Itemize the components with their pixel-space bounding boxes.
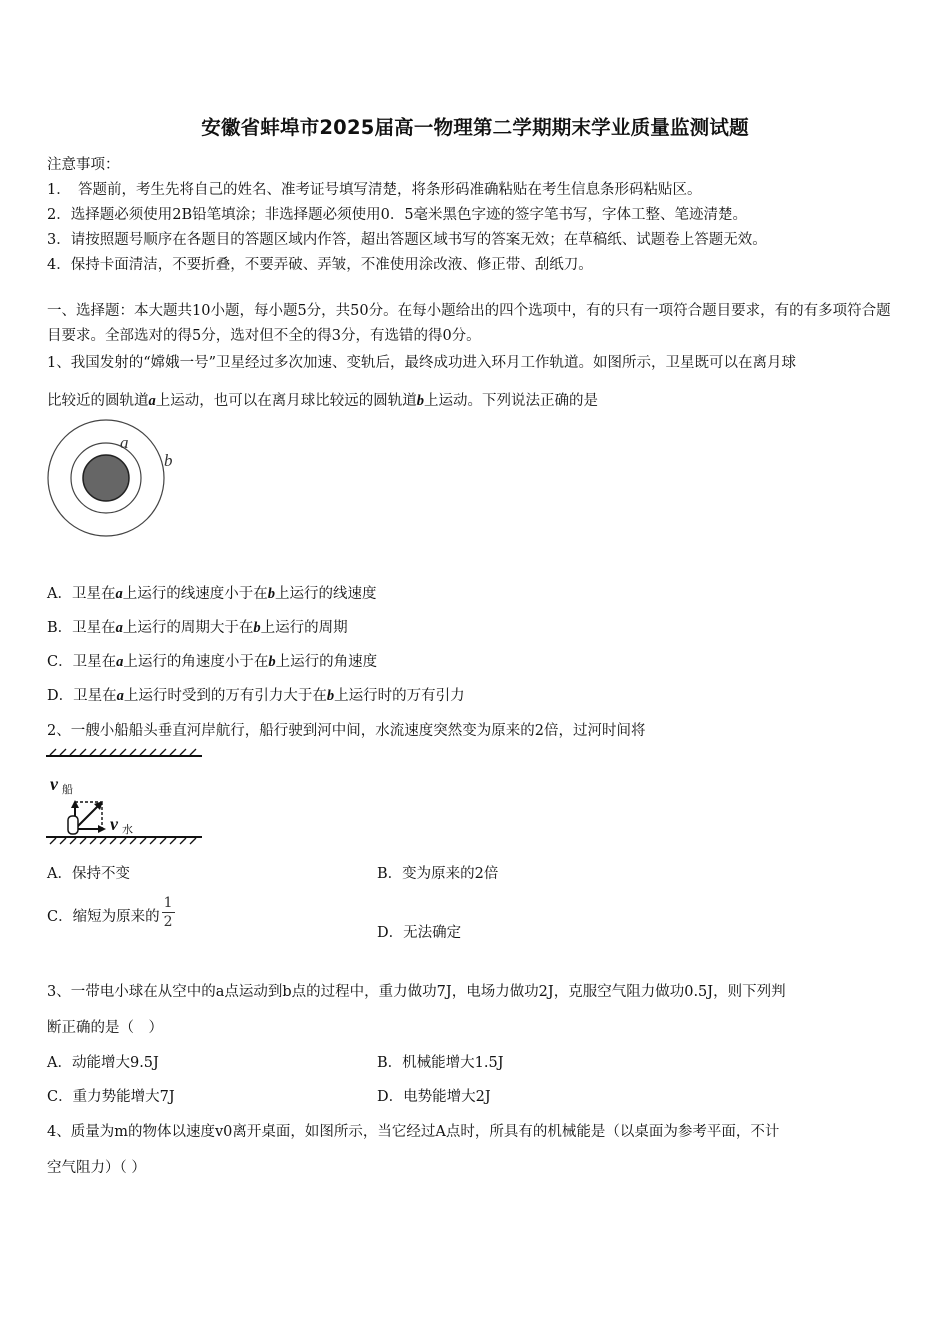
q1-stem-part-a: 比较近的圆轨道 — [47, 393, 149, 409]
q1-var-a: a — [148, 393, 156, 409]
page-title: 安徽省蚌埠市2025届高一物理第二学期期末学业质量监测试题 — [201, 116, 749, 139]
q3-stem-line1: 3、一带电小球在从空中的a点运动到b点的过程中，重力做功7J，电场力做功2J，克服空气阻力做功0.5J，则下列判 — [47, 984, 786, 1000]
q3-option-d: D．电势能增大2J — [377, 1089, 491, 1105]
q1-option-d: D．卫星在a上运行时受到的万有引力大于在b上运行时的万有引力 — [47, 688, 465, 704]
fraction-numerator: 1 — [163, 895, 173, 911]
q1-stem-line1: 1、我国发射的“嫦娥一号”卫星经过多次加速、变轨后，最终成功进入环月工作轨道。如图所示，卫星既可以在离月球 — [47, 355, 797, 371]
q1-option-b: B．卫星在a上运行的周期大于在b上运行的周期 — [47, 620, 348, 636]
orbit-label-a: a — [120, 433, 129, 452]
q2-option-b: B．变为原来的2倍 — [377, 866, 499, 882]
q3-option-c: C．重力势能增大7J — [47, 1089, 175, 1105]
notice-heading: 注意事项： — [47, 157, 120, 173]
q2-option-c — [47, 894, 175, 931]
q1-var-b: b — [416, 393, 424, 409]
notice-item-2: 2．选择题必须使用2B铅笔填涂；非选择题必须使用0．5毫米黑色字迹的签字笔书写，字体工整、笔迹清楚。 — [47, 207, 748, 223]
q4-stem-line2: 空气阻力）（ ） — [47, 1160, 146, 1176]
q1-stem-part-b: 上运动，也可以在离月球比较远的圆轨道 — [155, 393, 417, 409]
notice-item-3: 3．请按照题号顺序在各题目的答题区域内作答，超出答题区域书写的答案无效；在草稿纸、试题卷上答题无效。 — [47, 232, 767, 248]
fraction-denominator: 2 — [163, 914, 173, 930]
orbit-figure — [40, 412, 190, 542]
q2-option-c-text: C．缩短为原来的 — [47, 908, 160, 925]
q3-option-a: A．动能增大9.5J — [47, 1055, 159, 1071]
q3-option-b: B．机械能增大1.5J — [377, 1055, 504, 1071]
river-figure — [44, 748, 206, 848]
boat-icon — [68, 816, 78, 834]
v-water-subscript: 水 — [122, 823, 133, 836]
q1-stem-part-c: 上运动。下列说法正确的是 — [424, 393, 598, 409]
notice-item-4: 4．保持卡面清洁，不要折叠，不要弄破、弄皱，不准使用涂改液、修正带、刮纸刀。 — [47, 257, 593, 273]
moon — [83, 455, 129, 501]
q3-stem-line2: 断正确的是（ ） — [47, 1020, 163, 1036]
section-intro: 一、选择题：本大题共10小题，每小题5分，共50分。在每小题给出的四个选项中，有的只有一项符合题目要求，有的有多项符合题目要求。全部选对的得5分，选对但不全的得3分，有选错的得0分。 — [47, 303, 891, 344]
v-boat-label: v — [50, 774, 58, 794]
q2-option-c-fraction — [162, 894, 175, 931]
q2-option-a: A．保持不变 — [47, 866, 130, 882]
v-water-label: v — [110, 814, 118, 834]
q4-stem-line1: 4、质量为m的物体以速度v0离开桌面，如图所示，当它经过A点时，所具有的机械能是（以桌面为参考平面，不计 — [47, 1124, 780, 1140]
v-boat-subscript: 船 — [62, 783, 73, 796]
q2-stem: 2、一艘小船船头垂直河岸航行，船行驶到河中间，水流速度突然变为原来的2倍，过河时间将 — [47, 723, 646, 739]
notice-item-1: 1． 答题前，考生先将自己的姓名、准考证号填写清楚，将条形码准确粘贴在考生信息条形码粘贴区。 — [47, 182, 702, 198]
orbit-label-b: b — [164, 451, 173, 470]
q1-option-c: C．卫星在a上运行的角速度小于在b上运行的角速度 — [47, 654, 378, 670]
q2-option-d: D．无法确定 — [377, 925, 462, 941]
q1-option-a: A．卫星在a上运行的线速度小于在b上运行的线速度 — [47, 586, 377, 602]
q1-stem-line2 — [47, 389, 598, 410]
